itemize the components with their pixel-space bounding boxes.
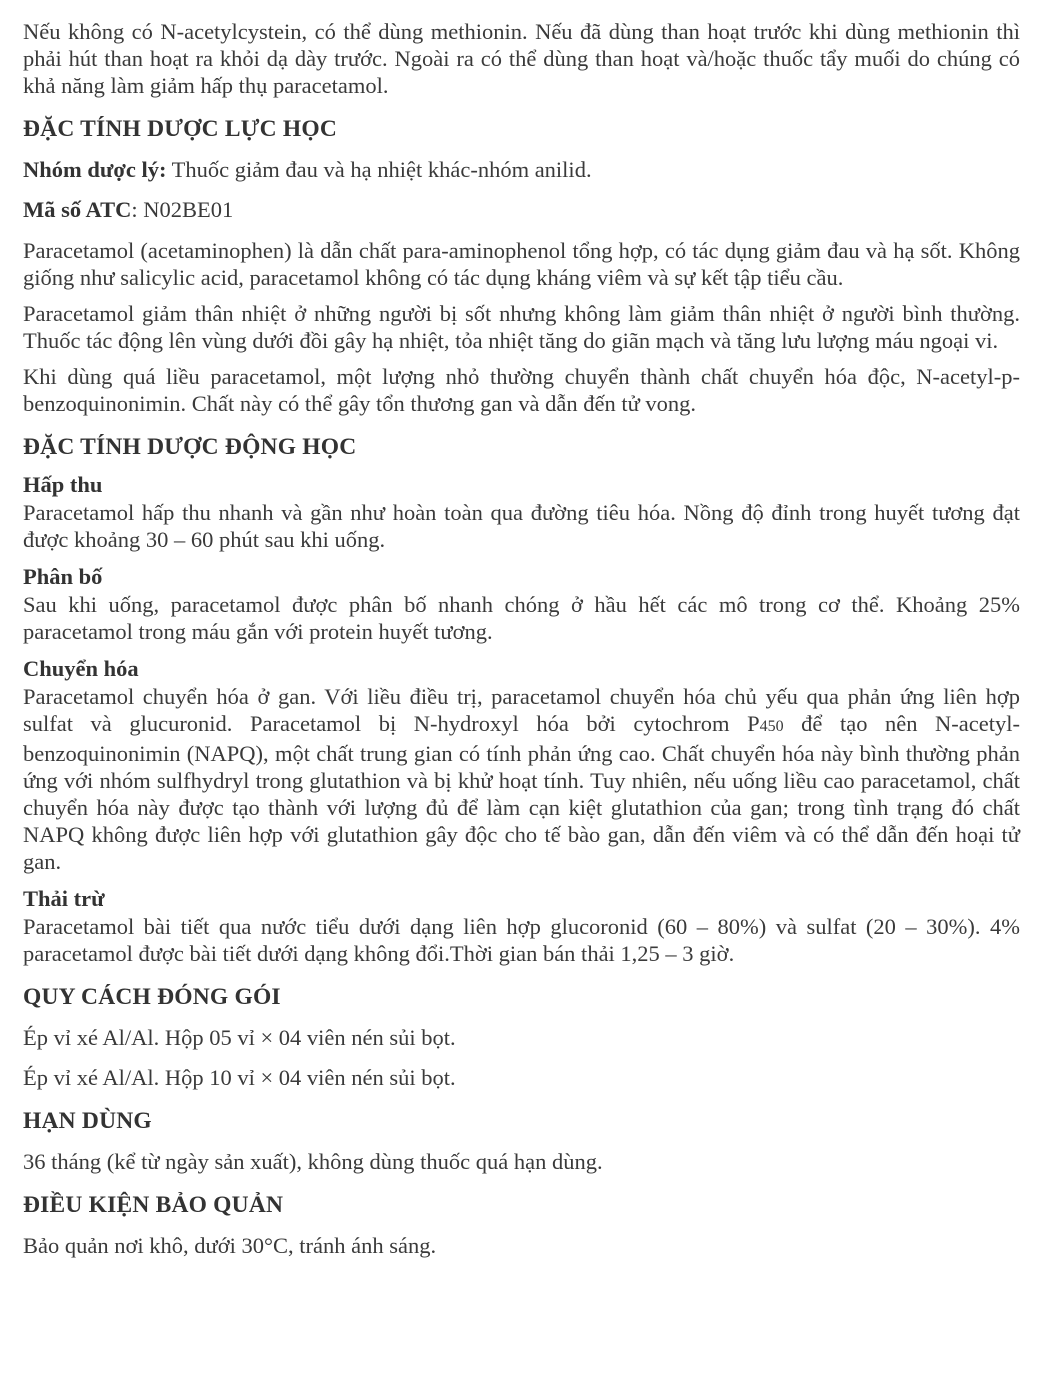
atc-code-value: : N02BE01 xyxy=(131,197,234,222)
pharmacologic-group xyxy=(23,156,1020,183)
distribution-text: Sau khi uống, paracetamol được phân bố nhanh chóng ở hầu hết các mô trong cơ thể. Khoảng 25% paracetamol trong máu gắn với protein huyết tương. xyxy=(23,592,1020,644)
pharmacologic-group-value: Thuốc giảm đau và hạ nhiệt khác-nhóm anilid. xyxy=(166,157,592,182)
intro-paragraph: Nếu không có N-acetylcystein, có thể dùng methionin. Nếu đã dùng than hoạt trước khi dùng methionin thì phải hút than hoạt ra khỏi dạ dày trước. Ngoài ra có thể dùng than hoạt và/hoặc thuốc tẩy muối do chúng có khả năng làm giảm hấp thụ paracetamol. xyxy=(23,19,1020,98)
pharmacodynamics-paragraph-1: Paracetamol (acetaminophen) là dẫn chất para-aminophenol tổng hợp, có tác dụng giảm đau và hạ sốt. Không giống như salicylic acid, paracetamol không có tác dụng kháng viêm và sự kết tập tiểu cầu. xyxy=(23,238,1020,290)
pharmacokinetics-heading: ĐẶC TÍNH DƯỢC ĐỘNG HỌC xyxy=(23,434,357,460)
metabolism-heading: Chuyển hóa xyxy=(23,656,139,681)
pharmacologic-group-label: Nhóm dược lý: xyxy=(23,157,167,182)
storage-heading: ĐIỀU KIỆN BẢO QUẢN xyxy=(23,1192,284,1218)
excretion-heading: Thải trừ xyxy=(23,886,105,911)
packaging-line-2: Ép vỉ xé Al/Al. Hộp 10 vỉ × 04 viên nén sủi bọt. xyxy=(23,1065,456,1090)
excretion-text: Paracetamol bài tiết qua nước tiểu dưới dạng liên hợp glucoronid (60 – 80%) và sulfat (20 – 30%). 4% paracetamol được bài tiết dưới dạng không đổi.Thời gian bán thải 1,25 – 3 giờ. xyxy=(23,914,1020,966)
metabolism-text-part-1: Paracetamol chuyển hóa ở gan. Với liều điều trị, paracetamol chuyển hóa chủ yếu qua phản ứng liên hợp sulfat và glucuronid. Paracetamol bị N-hydroxyl hóa bởi cytochrom P xyxy=(23,684,1020,736)
storage-text: Bảo quản nơi khô, dưới 30°C, tránh ánh sáng. xyxy=(23,1233,437,1258)
metabolism-text-part-2: để tạo nên N-acetyl-benzoquinonimin (NAPQ), một chất trung gian có tính phản ứng cao. Chất chuyển hóa này bình thường phản ứng với nhóm sulfhydryl trong glutathion và bị khử hoạt tính. Tuy nhiên, nếu uống liều cao paracetamol, chất chuyển hóa này được tạo thành với lượng đủ để làm cạn kiệt glutathion của gan; trong tình trạng đó chất NAPQ không được liên hợp với glutathion gây độc cho tế bào gan, dẫn đến viêm và có thể dẫn đến hoại tử gan. xyxy=(23,711,1020,874)
distribution-heading: Phân bố xyxy=(23,564,103,589)
packaging-line-1: Ép vỉ xé Al/Al. Hộp 05 vỉ × 04 viên nén sủi bọt. xyxy=(23,1025,456,1050)
absorption-heading: Hấp thu xyxy=(23,472,103,497)
absorption-text: Paracetamol hấp thu nhanh và gần như hoàn toàn qua đường tiêu hóa. Nồng độ đỉnh trong huyết tương đạt được khoảng 30 – 60 phút sau khi uống. xyxy=(23,500,1020,552)
metabolism-text xyxy=(23,683,1020,875)
shelf-life-text: 36 tháng (kể từ ngày sản xuất), không dùng thuốc quá hạn dùng. xyxy=(23,1149,603,1174)
atc-code-label: Mã số ATC xyxy=(23,197,132,222)
packaging-heading: QUY CÁCH ĐÓNG GÓI xyxy=(23,984,281,1010)
pharmacodynamics-paragraph-3: Khi dùng quá liều paracetamol, một lượng nhỏ thường chuyển thành chất chuyển hóa độc, N-acetyl-p-benzoquinonimin. Chất này có thể gây tổn thương gan và dẫn đến tử vong. xyxy=(23,364,1020,416)
pharmacodynamics-paragraph-2: Paracetamol giảm thân nhiệt ở những người bị sốt nhưng không làm giảm thân nhiệt ở người bình thường. Thuốc tác động lên vùng dưới đồi gây hạ nhiệt, tỏa nhiệt tăng do giãn mạch và tăng lưu lượng máu ngoại vi. xyxy=(23,301,1020,353)
shelf-life-heading: HẠN DÙNG xyxy=(23,1108,152,1134)
pharmacodynamics-heading: ĐẶC TÍNH DƯỢC LỰC HỌC xyxy=(23,116,338,142)
cytochrome-subscript: 450 xyxy=(759,718,784,735)
atc-code xyxy=(23,196,1020,223)
